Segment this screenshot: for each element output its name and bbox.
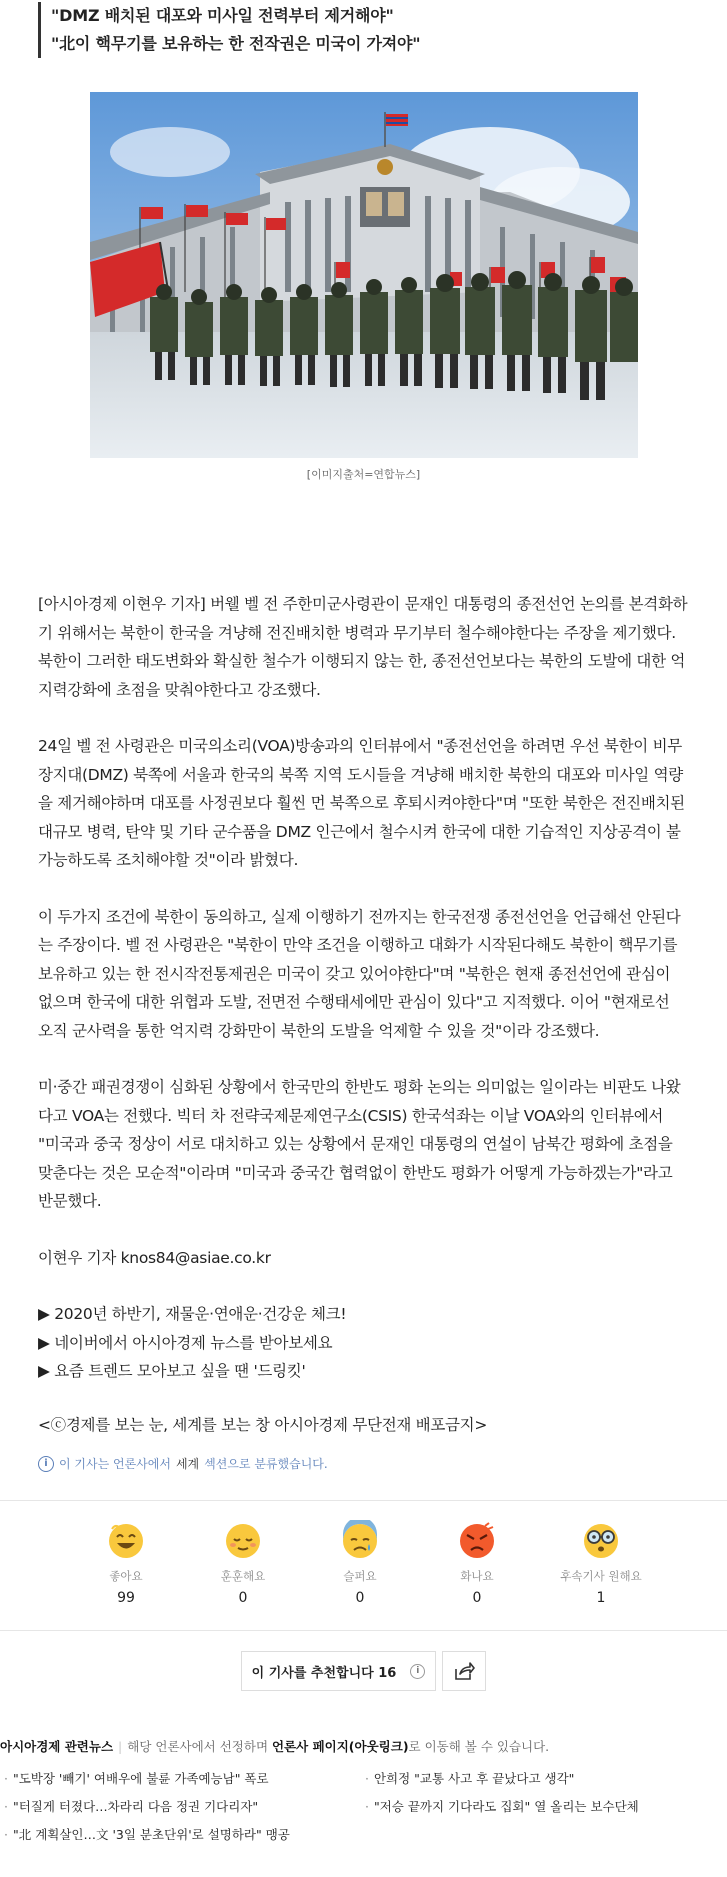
reaction-warm-button[interactable] bbox=[188, 1520, 298, 1606]
divider bbox=[0, 1630, 727, 1631]
glasses-face-icon bbox=[581, 1520, 621, 1560]
divider bbox=[0, 1500, 727, 1501]
related-news-link[interactable]: · 안희정 "교통 사고 후 끝났다고 생각" bbox=[365, 1765, 639, 1793]
info-icon[interactable]: i bbox=[410, 1664, 425, 1679]
reaction-count: 0 bbox=[472, 1590, 482, 1606]
related-news-link[interactable]: · "터질게 터졌다…차라리 다음 정권 기다리자" bbox=[4, 1793, 290, 1821]
article-paragraph: 미·중간 패권경쟁이 심화된 상황에서 한국만의 한반도 평화 논의는 의미없는 일이라는 비판도 나왔다고 VOA는 전했다. 빅터 차 전략국제문제연구소(CSIS) 한국석좌는 이날 VOA와의 인터뷰에서 "미국과 중국 정상이 서로 대치하고 있는 상황에서 문재인 대통령의 연설이 남북간 평화에 초점을 맞춘다는 것은 모순적"이라며 "미국과 중국간 협력없이 한반도 평화가 어떻게 가능하겠는가"라고 반문했다. bbox=[38, 1078, 681, 1210]
notice-section-name: 세계 bbox=[175, 1457, 200, 1471]
reaction-label: 후속기사 원해요 bbox=[560, 1569, 642, 1583]
article-body bbox=[38, 590, 688, 1439]
subtitle-block bbox=[38, 2, 688, 58]
reaction-label: 슬퍼요 bbox=[343, 1569, 377, 1583]
photo-caption: [이미지출처=연합뉴스] bbox=[306, 468, 421, 481]
promo-link-drinkit[interactable]: ▶ 요즘 트렌드 모아보고 싶을 땐 '드링킷' bbox=[38, 1362, 306, 1380]
notice-text-before: 이 기사는 언론사에서 bbox=[59, 1457, 171, 1471]
related-news-link[interactable]: · "저승 끝까지 기다라도 집회" 열 올리는 보수단체 bbox=[365, 1793, 639, 1821]
info-icon: i bbox=[38, 1456, 54, 1472]
related-desc-strong: 언론사 페이지(아웃링크) bbox=[272, 1739, 409, 1754]
reaction-sad-button[interactable] bbox=[305, 1520, 415, 1606]
related-news-link[interactable]: · "도박장 '빼기' 여배우에 불륜 가족예능남" 폭로 bbox=[4, 1765, 290, 1793]
related-desc-before: 해당 언론사에서 선정하며 bbox=[127, 1739, 272, 1754]
reaction-like-button[interactable] bbox=[71, 1520, 181, 1606]
related-news-header bbox=[0, 1737, 727, 1755]
related-desc-after: 로 이동해 볼 수 있습니다. bbox=[408, 1739, 550, 1754]
section-notice bbox=[38, 1455, 328, 1472]
sad-face-icon bbox=[340, 1520, 380, 1560]
reaction-count: 0 bbox=[238, 1590, 248, 1606]
angry-face-icon bbox=[457, 1520, 497, 1560]
subtitle-line-1: "DMZ 배치된 대포와 미사일 전력부터 제거해야" bbox=[51, 6, 394, 25]
notice-text-after: 섹션으로 분류했습니다. bbox=[204, 1457, 328, 1471]
recommend-button[interactable] bbox=[241, 1651, 436, 1691]
reaction-count: 99 bbox=[117, 1590, 135, 1606]
related-press-name[interactable]: 아시아경제 관련뉴스 bbox=[0, 1739, 114, 1754]
article-byline: 이현우 기자 knos84@asiae.co.kr bbox=[38, 1248, 271, 1267]
reaction-angry-button[interactable] bbox=[422, 1520, 532, 1606]
reaction-followup-button[interactable] bbox=[546, 1520, 656, 1606]
article-photo bbox=[90, 92, 638, 458]
recommend-label: 이 기사를 추천합니다 16 bbox=[251, 1665, 397, 1681]
copyright-notice: <ⓒ경제를 보는 눈, 세계를 보는 창 아시아경제 무단전재 배포금지> bbox=[38, 1415, 488, 1434]
article-paragraph: 이 두가지 조건에 북한이 동의하고, 실제 이행하기 전까지는 한국전쟁 종전선언을 언급해선 안된다는 주장이다. 벨 전 사령관은 "북한이 만약 조건을 이행하고 대화가 시작된다해도 북한이 핵무기를 보유하고 있는 한 전시작전통제권은 미국이 갖고 있어야한다"며 "북한은 현재 종전선언에 관심이 없으며 한국에 대한 위협과 도발, 전면전 수행태세에만 관심이 있다"고 지적했다. 이어 "현재로선 오직 군사력을 통한 억지력 강화만이 북한의 도발을 억제할 수 있을 것"이라 강조했다. bbox=[38, 907, 681, 1040]
share-button[interactable] bbox=[442, 1651, 486, 1691]
subtitle-line-2: "北이 핵무기를 보유하는 한 전작권은 미국이 가져야" bbox=[51, 34, 421, 53]
article-paragraph: [아시아경제 이현우 기자] 버웰 벨 전 주한미군사령관이 문재인 대통령의 종전선언 논의를 본격화하기 위해서는 북한이 한국을 겨냥해 전진배치한 병력과 무기부터 철수해야한다는 주장을 제기했다. 북한이 그러한 태도변화와 확실한 철수가 이행되지 않는 한, 종전선언보다는 북한의 도발에 대한 억지력강화에 초점을 맞춰야한다고 강조했다. bbox=[38, 595, 688, 699]
related-news-link[interactable]: · "北 계획살인…文 '3일 분초단위'로 설명하라" 맹공 bbox=[4, 1821, 290, 1849]
article-paragraph: 24일 벨 전 사령관은 미국의소리(VOA)방송과의 인터뷰에서 "종전선언을 하려면 우선 북한이 비무장지대(DMZ) 북쪽에 서울과 한국의 북쪽 지역 도시들을 겨냥해 배치한 북한의 대포와 미사일 역량을 제거해야하며 대포를 사정권보다 훨씬 먼 북쪽으로 후퇴시켜야한다"며 "또한 북한은 전진배치된 대규모 병력, 탄약 및 기타 군수품을 DMZ 인근에서 철수시켜 한국에 대한 기습적인 지상공격이 불가능하도록 조치해야할 것"이라 밝혔다. bbox=[38, 737, 685, 869]
reaction-bar bbox=[0, 1520, 727, 1620]
related-news-list-right bbox=[365, 1765, 639, 1821]
reaction-label: 화나요 bbox=[460, 1569, 494, 1583]
related-news-list-left bbox=[4, 1765, 290, 1849]
reaction-label: 좋아요 bbox=[109, 1569, 143, 1583]
related-separator: | bbox=[118, 1739, 123, 1754]
smile-face-icon bbox=[106, 1520, 146, 1560]
reaction-count: 0 bbox=[355, 1590, 365, 1606]
warm-face-icon bbox=[223, 1520, 263, 1560]
promo-link-horoscope[interactable]: ▶ 2020년 하반기, 재물운·연애운·건강운 체크! bbox=[38, 1305, 347, 1323]
share-icon bbox=[453, 1661, 475, 1681]
reaction-label: 훈훈해요 bbox=[220, 1569, 266, 1583]
promo-link-naver[interactable]: ▶ 네이버에서 아시아경제 뉴스를 받아보세요 bbox=[38, 1333, 333, 1352]
reaction-count: 1 bbox=[596, 1590, 606, 1606]
